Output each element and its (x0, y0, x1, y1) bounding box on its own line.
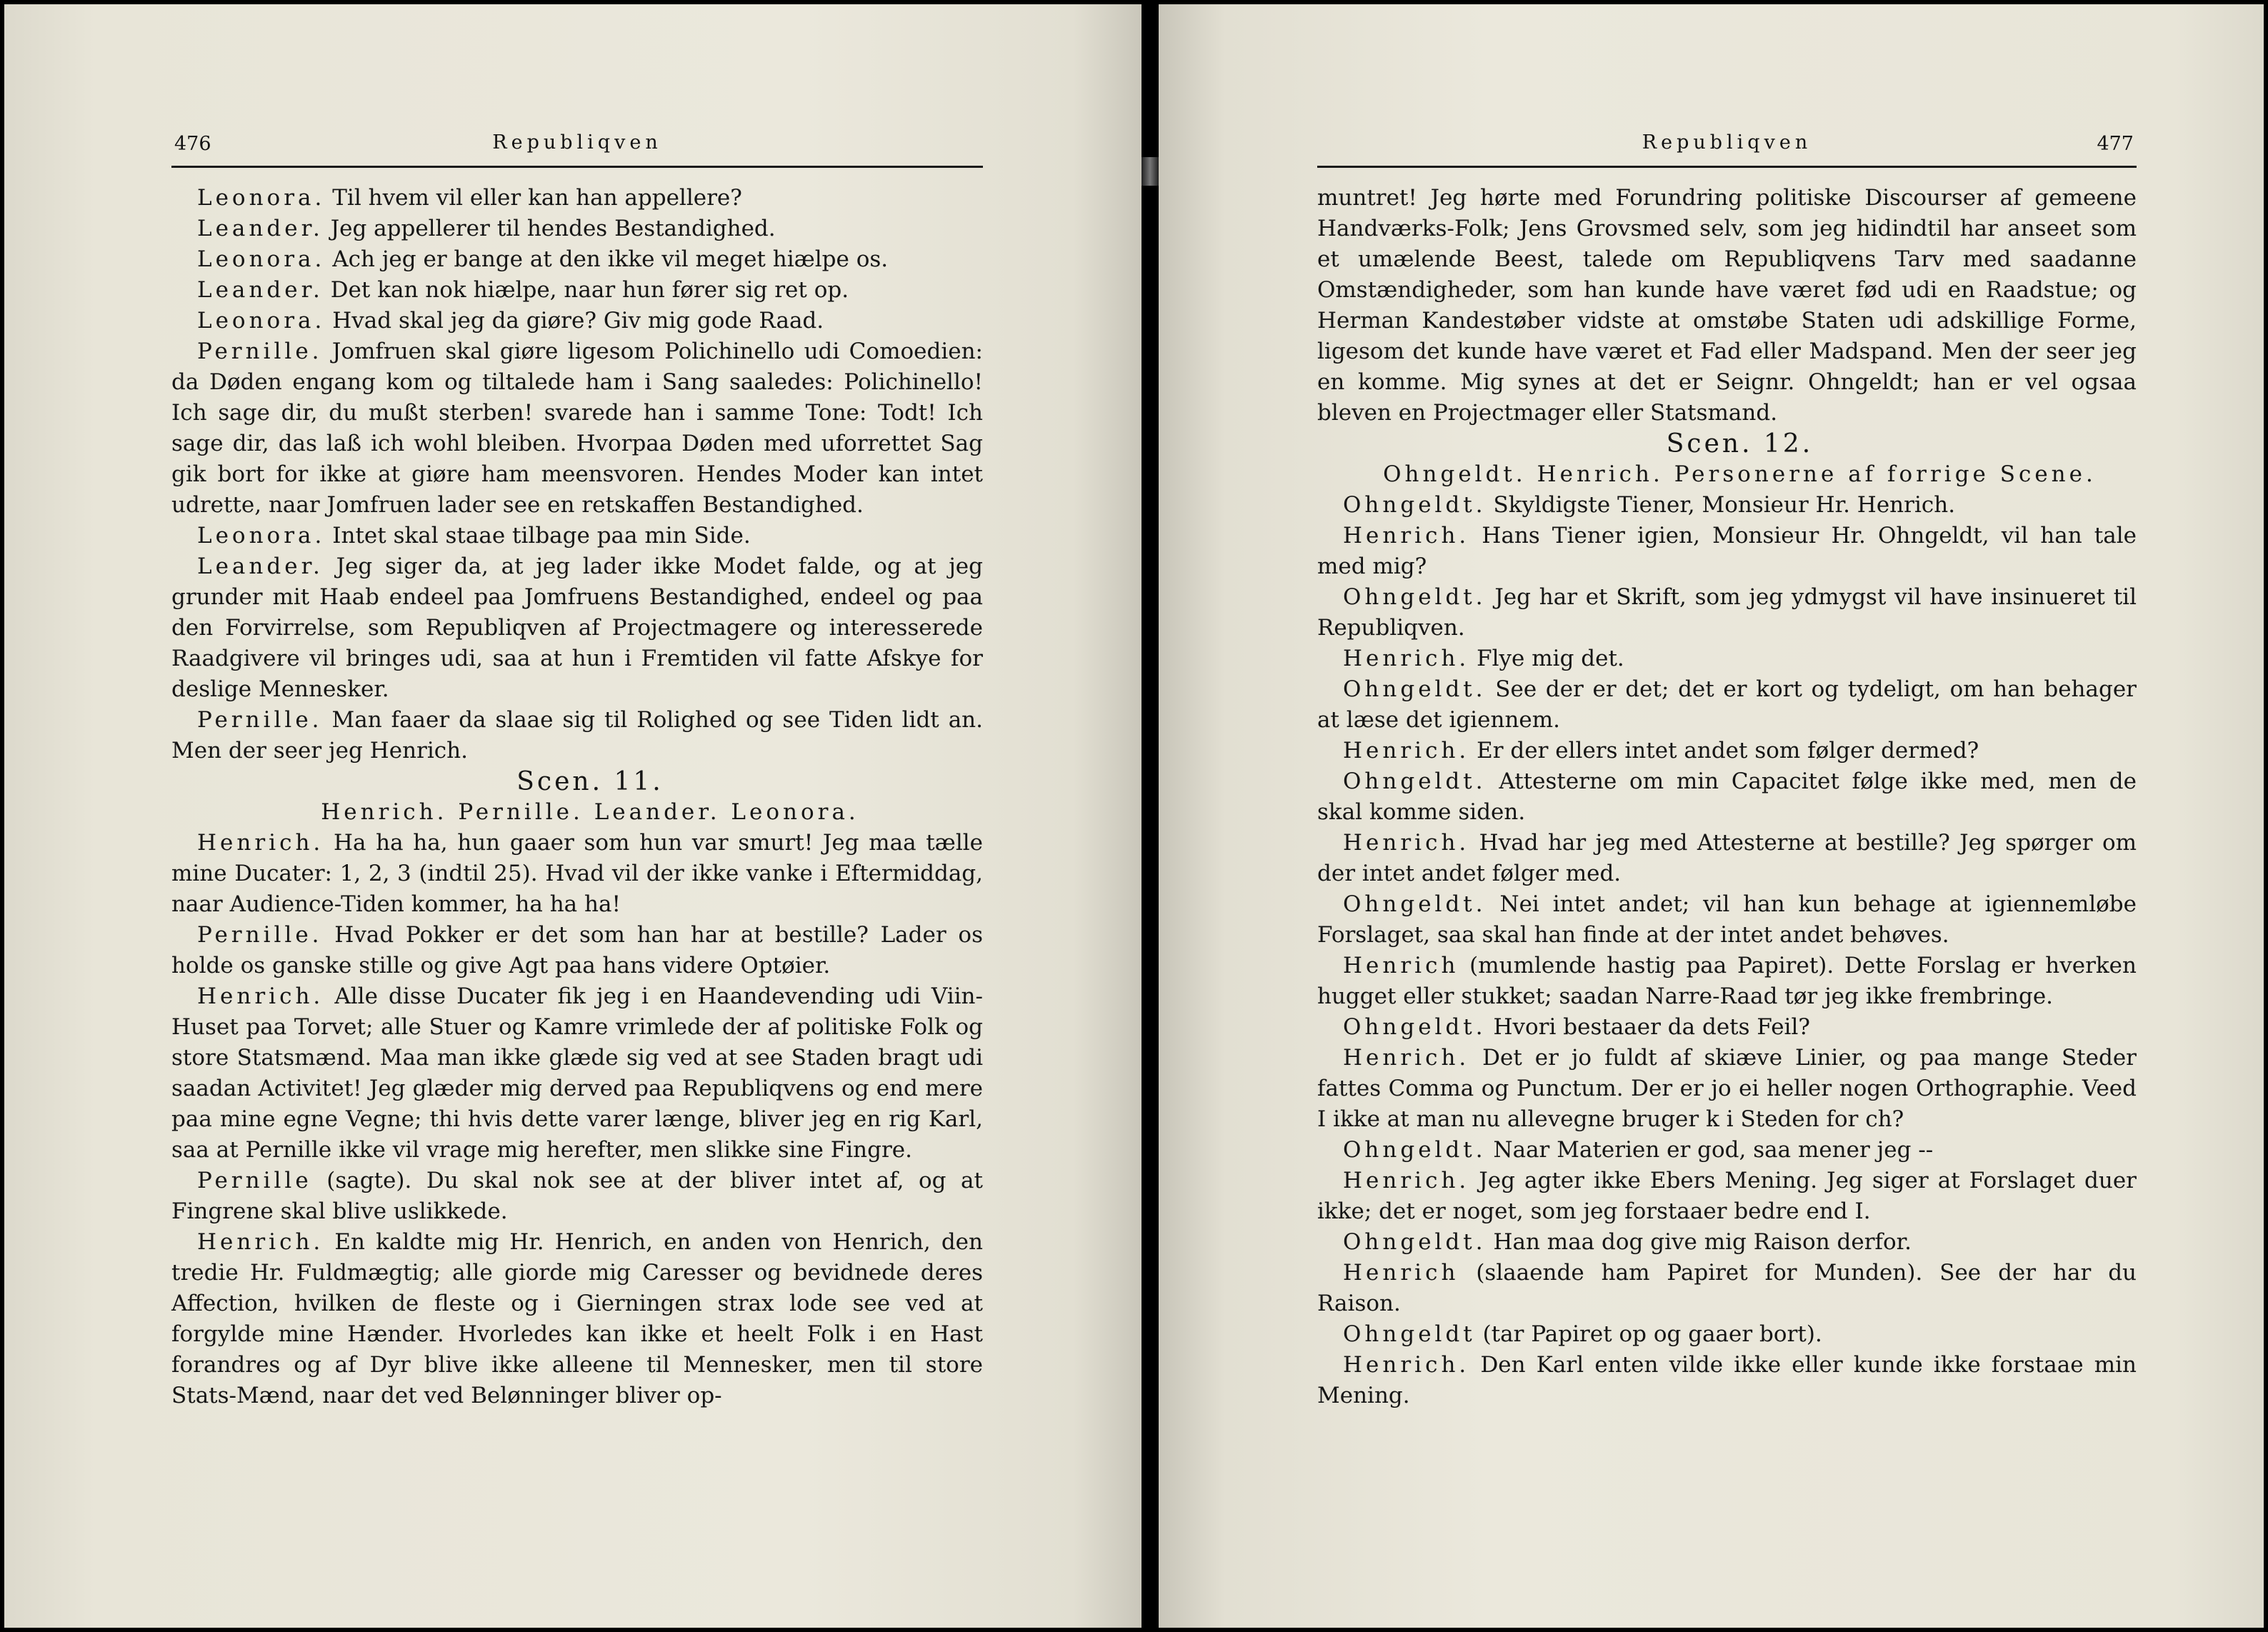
dialogue-text: Det kan nok hiælpe, naar hun fører sig ret op. (323, 277, 849, 303)
left-page-header (171, 131, 983, 168)
speaker-name: Henrich. (1343, 830, 1470, 856)
dialogue-text: (slaaende ham Papiret for Munden). See der har du Raison. (1317, 1260, 2137, 1316)
dialogue-line (171, 336, 983, 521)
dialogue-line (171, 521, 983, 551)
speaker-name: Henrich. (197, 983, 324, 1009)
dialogue-text: Jeg siger da, at jeg lader ikke Modet falde, og at jeg grunder mit Haab endeel paa Jomfruens Bestandighed, endeel og paa den Forvirrelse, som Republiqven af Projectmagere og interesserede Raadgivere vil bringes udi, saa at hun i Fremtiden vil fatte Afskye for deslige Mennesker. (171, 554, 983, 702)
dialogue-line (171, 828, 983, 920)
right-page-body (1317, 183, 2137, 1411)
dialogue-text: Intet skal staae tilbage paa min Side. (325, 523, 751, 549)
dialogue-line (1317, 736, 2137, 766)
speaker-name: Henrich. (197, 1229, 324, 1255)
dialogue-text: Alle disse Ducater fik jeg i en Haandevending udi Viin-Huset paa Torvet; alle Stuer og Kamre vrimlede der af politiske Folk og store Statsmænd. Maa man ikke glæde sig ved at see Staden bragt udi saadan Activitet! Jeg glæder mig derved paa Republiqvens og end mere paa mine egne Vegne; thi hvis dette varer længe, bliver jeg en rig Karl, saa at Pernille ikke vil vrage mig herefter, men slikke sine Fingre. (171, 983, 983, 1163)
speaker-name: Leonora. (197, 308, 326, 334)
speaker-name: Leonora. (197, 246, 326, 272)
speaker-name: Ohngeldt. (1343, 891, 1487, 917)
dialogue-line (1317, 889, 2137, 951)
speaker-name: Ohngeldt. (1343, 1229, 1487, 1255)
dialogue-text: Hvad skal jeg da giøre? Giv mig gode Raad. (325, 308, 824, 334)
dialogue-text: Han maa dog give mig Raison derfor. (1486, 1229, 1912, 1255)
speaker-name: Ohngeldt (1343, 1321, 1476, 1347)
dialogue-text: Flye mig det. (1469, 646, 1624, 671)
speaker-name: Henrich. (1343, 1352, 1470, 1378)
speaker-name: Ohngeldt. (1343, 769, 1487, 794)
dialogue-text: (sagte). Du skal nok see at der bliver intet af, og at Fingrene skal blive uslikkede. (171, 1168, 983, 1224)
dialogue-line (171, 551, 983, 705)
running-title: Republiqven (1642, 131, 1812, 154)
dialogue-line (171, 705, 983, 766)
dialogue-line (171, 214, 983, 244)
speaker-name: Henrich. (1343, 1045, 1470, 1071)
dialogue-line (171, 1227, 983, 1411)
speaker-name: Pernille (197, 1168, 312, 1193)
speaker-name: Pernille. (197, 707, 323, 733)
speaker-name: Leander. (197, 216, 324, 241)
continued-paragraph: muntret! Jeg hørte med Forundring politiske Discourser af gemeene Handværks-Folk; Jens Grovsmed selv, som jeg hidindtil har anseet som et umælende Beest, talede om Republiqvens Tarv med saadanne Omstændigheder, som han kunde have været fød udi en Raadstue; og Herman Kandestøber vidste at omstøbe Staten udi adskillige Forme, ligesom det kunde have været et Fad eller Madspand. Men der seer jeg en komme. Mig synes at det er Seignr. Ohngeldt; han er vel ogsaa bleven en Projectmager eller Statsmand. (1317, 185, 2137, 426)
dialogue-text: Jeg agter ikke Ebers Mening. Jeg siger at Forslaget duer ikke; det er noget, som jeg forstaaer bedre end I. (1317, 1168, 2137, 1224)
dialogue-text: Hans Tiener igien, Monsieur Hr. Ohngeldt, vil han tale med mig? (1317, 523, 2137, 579)
dialogue-text: Den Karl enten vilde ikke eller kunde ikke forstaae min Mening. (1317, 1352, 2137, 1408)
scene-title: Scen. 12. (1666, 429, 1814, 459)
speaker-name: Ohngeldt. (1343, 584, 1487, 610)
speaker-name: Leander. (197, 554, 324, 579)
dialogue-text: Det er jo fuldt af skiæve Linier, og paa mange Steder fattes Comma og Punctum. Der er jo ei heller nogen Orthographie. Veed I ikke at man nu allevegne bruger k i Steden for ch? (1317, 1045, 2137, 1132)
dialogue-line (1317, 644, 2137, 674)
left-page-body (171, 183, 983, 1411)
dialogue-text: Jeg appellerer til hendes Bestandighed. (323, 216, 776, 241)
dialogue-text: Attesterne om min Capacitet følge ikke med, men de skal komme siden. (1317, 769, 2137, 825)
dialogue-text: (tar Papiret op og gaaer bort). (1475, 1321, 1822, 1347)
dialogue-line (1317, 766, 2137, 828)
scene-title: Scen. 11. (516, 767, 664, 796)
dialogue-line (1317, 521, 2137, 582)
dialogue-line (1317, 1135, 2137, 1166)
speaker-name: Ohngeldt. (1343, 1014, 1487, 1040)
speaker-name: Henrich (1343, 1260, 1459, 1286)
dialogue-line (171, 1166, 983, 1227)
dialogue-text: Jeg har et Skrift, som jeg ydmygst vil have insinueret til Republiqven. (1317, 584, 2137, 641)
dialogue-line (1317, 674, 2137, 736)
dialogue-text: Hvori bestaaer da dets Feil? (1486, 1014, 1810, 1040)
left-page (4, 4, 1142, 1628)
dialogue-text: En kaldte mig Hr. Henrich, en anden von Henrich, den tredie Hr. Fuldmægtig; alle giorde mig Caresser og bevidnede deres Affection, hvilken de fleste og i Gierningen strax lode see ved at forgylde mine Hænder. Hvorledes kan ikke et heelt Folk i en Hast forandres og af Dyr blive ikke alleene til Mennesker, men til store Stats-Mænd, naar det ved Belønninger bliver op- (171, 1229, 983, 1408)
dialogue-line (1317, 1012, 2137, 1043)
dialogue-text: Til hvem vil eller kan han appellere? (325, 185, 742, 211)
scene-cast: Henrich. Pernille. Leander. Leonora. (321, 799, 859, 825)
running-title: Republiqven (492, 131, 662, 154)
dialogue-line (1317, 951, 2137, 1012)
dialogue-text: Naar Materien er god, saa mener jeg -- (1486, 1137, 1934, 1163)
right-page-header (1317, 131, 2137, 168)
dialogue-line (171, 183, 983, 214)
dialogue-line (1317, 1258, 2137, 1319)
dialogue-text: Ha ha ha, hun gaaer som hun var smurt! Jeg maa tælle mine Ducater: 1, 2, 3 (indtil 25). Hvad vil der ikke vanke i Eftermiddag, naar Audience-Tiden kommer, ha ha ha! (171, 830, 983, 917)
speaker-name: Leander. (197, 277, 324, 303)
dialogue-text: Skyldigste Tiener, Monsieur Hr. Henrich. (1486, 492, 1956, 518)
dialogue-text: Jomfruen skal giøre ligesom Polichinello udi Comoedien: da Døden engang kom og tiltalede ham i Sang saaledes: Polichinello! Ich sage dir, du mußt sterben! svarede han i samme Tone: Todt! Ich sage dir, das laß ich wohl bleiben. Hvorpaa Døden med uforrettet Sag gik bort for ikke at giøre ham meensvoren. Hendes Moder kan intet udrette, naar Jomfruen lader see en retskaffen Bestandighed. (171, 339, 983, 518)
speaker-name: Henrich. (1343, 523, 1470, 549)
speaker-name: Pernille. (197, 922, 323, 948)
dialogue-line (1317, 490, 2137, 521)
scene-cast: Ohngeldt. Henrich. Personerne af forrige Scene. (1383, 461, 2097, 487)
speaker-name: Ohngeldt. (1343, 676, 1487, 702)
dialogue-line (171, 244, 983, 275)
dialogue-line (1317, 582, 2137, 644)
dialogue-line (1317, 1350, 2137, 1411)
dialogue-line (1317, 1166, 2137, 1227)
dialogue-line (1317, 1043, 2137, 1135)
speaker-name: Henrich. (1343, 1168, 1470, 1193)
speaker-name: Leonora. (197, 523, 326, 549)
speaker-name: Henrich (1343, 953, 1459, 978)
dialogue-line (171, 981, 983, 1166)
dialogue-line (171, 306, 983, 336)
dialogue-text: Er der ellers intet andet som følger dermed? (1469, 738, 1979, 764)
speaker-name: Henrich. (1343, 646, 1470, 671)
binding-clip (1142, 157, 1159, 186)
dialogue-line (1317, 1227, 2137, 1258)
dialogue-text: Ach jeg er bange at den ikke vil meget hiælpe os. (325, 246, 889, 272)
speaker-name: Ohngeldt. (1343, 492, 1487, 518)
dialogue-text: Hvad har jeg med Attesterne at bestille? Jeg spørger om der intet andet følger med. (1317, 830, 2137, 886)
dialogue-line (171, 920, 983, 981)
dialogue-line (1317, 828, 2137, 889)
dialogue-text: Man faaer da slaae sig til Rolighed og see Tiden lidt an. Men der seer jeg Henrich. (171, 707, 983, 764)
dialogue-text: Nei intet andet; vil han kun behage at igiennemløbe Forslaget, saa skal han finde at der intet andet behøves. (1317, 891, 2137, 948)
dialogue-line (171, 275, 983, 306)
dialogue-text: Hvad Pokker er det som han har at bestille? Lader os holde os ganske stille og give Agt paa hans videre Optøier. (171, 922, 983, 978)
speaker-name: Henrich. (1343, 738, 1470, 764)
speaker-name: Henrich. (197, 830, 324, 856)
dialogue-line (1317, 1319, 2137, 1350)
right-page (1159, 4, 2264, 1628)
dialogue-text: See der er det; det er kort og tydeligt, om han behager at læse det igiennem. (1317, 676, 2137, 733)
speaker-name: Leonora. (197, 185, 326, 211)
dialogue-text: (mumlende hastig paa Papiret). Dette Forslag er hverken hugget eller stukket; saadan Narre-Raad tør jeg ikke frembringe. (1317, 953, 2137, 1009)
speaker-name: Ohngeldt. (1343, 1137, 1487, 1163)
page-number: 477 (2097, 133, 2134, 155)
page-number: 476 (174, 133, 211, 155)
speaker-name: Pernille. (197, 339, 323, 364)
